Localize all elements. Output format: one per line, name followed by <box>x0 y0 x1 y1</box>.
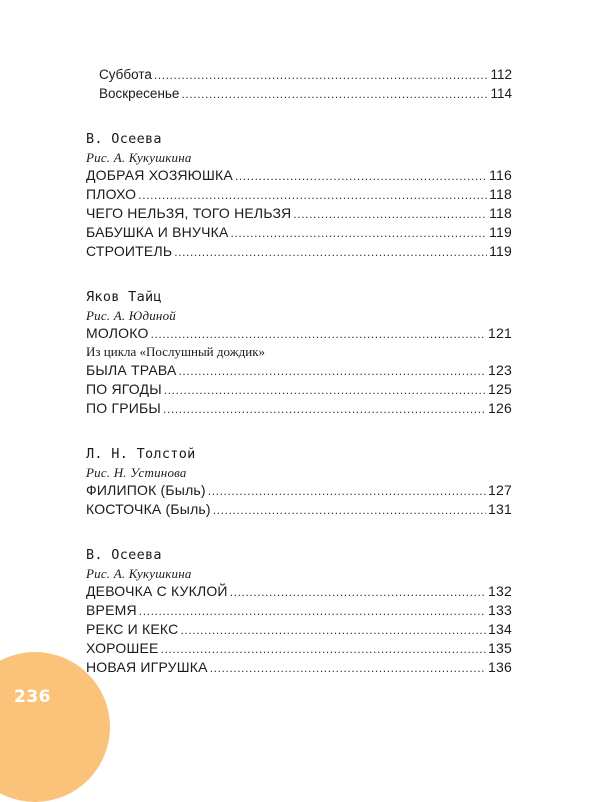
toc-entry-page: 133 <box>488 602 512 618</box>
toc-entry-page: 127 <box>488 482 512 498</box>
toc-entry[interactable] <box>86 399 512 418</box>
toc-entry[interactable] <box>86 166 512 185</box>
toc-entry-title: ПЛОХО <box>86 186 137 202</box>
toc-entry-title: ПО ЯГОДЫ <box>86 381 162 397</box>
toc-entry-page: 118 <box>489 186 512 202</box>
leader-dots <box>230 583 486 602</box>
leader-dots <box>181 85 488 104</box>
toc-entry[interactable] <box>86 65 512 84</box>
toc-entry-page: 134 <box>488 621 512 637</box>
author-name: Яков Тайц <box>86 289 162 305</box>
toc-entry-title: ХОРОШЕЕ <box>86 640 159 656</box>
leader-dots <box>154 66 489 85</box>
toc-entry-title: ДОБРАЯ ХОЗЯЮШКА <box>86 167 233 183</box>
leader-dots <box>138 186 487 205</box>
leader-dots <box>179 362 487 381</box>
toc-entry-page: 119 <box>489 243 512 259</box>
toc-entry-page: 131 <box>488 501 512 517</box>
leader-dots <box>235 167 487 186</box>
toc-entry[interactable] <box>86 361 512 380</box>
section-gap <box>86 261 512 288</box>
toc-entry-title: ДЕВОЧКА С КУКЛОЙ <box>86 583 228 599</box>
leader-dots <box>293 205 487 224</box>
toc-entry[interactable] <box>86 185 512 204</box>
toc-entry-page: 136 <box>488 659 512 675</box>
toc-entry[interactable] <box>86 500 512 519</box>
toc-entry-title: ПО ГРИБЫ <box>86 400 162 416</box>
leader-dots <box>139 602 486 621</box>
toc-entry-title: Суббота <box>99 67 152 82</box>
author-name: В. Осеева <box>86 547 162 563</box>
author-name: Л. Н. Толстой <box>86 446 196 462</box>
leader-dots <box>231 224 488 243</box>
toc-entry[interactable] <box>86 380 512 399</box>
toc-entry[interactable] <box>86 223 512 242</box>
toc-entry[interactable] <box>86 84 512 103</box>
toc-entry-page: 132 <box>488 583 512 599</box>
toc-entry-title: ЧЕГО НЕЛЬЗЯ, ТОГО НЕЛЬЗЯ <box>86 205 292 221</box>
leader-dots <box>163 400 486 419</box>
author-name: В. Осеева <box>86 131 162 147</box>
cycle-note: Из цикла «Послушный дождик» <box>86 344 266 359</box>
toc-entry[interactable] <box>86 582 512 601</box>
toc-entry[interactable] <box>86 601 512 620</box>
toc-entry-title: ФИЛИПОК (Быль) <box>86 482 206 498</box>
toc-entry-title: НОВАЯ ИГРУШКА <box>86 659 208 675</box>
toc-entry[interactable] <box>86 481 512 500</box>
toc-entry-title: БАБУШКА И ВНУЧКА <box>86 224 229 240</box>
toc-entry-page: 126 <box>488 400 512 416</box>
toc-entry-page: 116 <box>489 167 512 183</box>
leader-dots <box>174 243 487 262</box>
leader-dots <box>213 501 486 520</box>
toc-entry-title: ВРЕМЯ <box>86 602 137 618</box>
toc-entry-title: МОЛОКО <box>86 325 149 341</box>
toc-entry-page: 114 <box>490 86 512 101</box>
toc-entry[interactable] <box>86 204 512 223</box>
leader-dots <box>180 621 486 640</box>
page-number: 236 <box>14 687 51 707</box>
toc-entry[interactable] <box>86 324 512 343</box>
table-of-contents <box>86 65 512 677</box>
toc-entry-page: 121 <box>488 325 512 341</box>
illustrator-credit: Рис. А. Кукушкина <box>86 566 192 581</box>
leader-dots <box>151 325 486 344</box>
leader-dots <box>164 381 486 400</box>
toc-entry-page: 118 <box>489 205 512 221</box>
toc-entry-title: Воскресенье <box>99 86 180 101</box>
toc-entry-page: 123 <box>488 362 512 378</box>
leader-dots <box>210 659 486 678</box>
toc-entry-page: 119 <box>489 224 512 240</box>
illustrator-credit: Рис. Н. Устинова <box>86 465 187 480</box>
illustrator-credit: Рис. А. Юдиной <box>86 308 176 323</box>
toc-entry-title: БЫЛА ТРАВА <box>86 362 177 378</box>
leader-dots <box>208 482 486 501</box>
section-gap <box>86 103 512 130</box>
toc-entry-page: 112 <box>490 67 512 82</box>
toc-entry[interactable] <box>86 639 512 658</box>
section-gap <box>86 418 512 445</box>
toc-entry-page: 135 <box>488 640 512 656</box>
illustrator-credit: Рис. А. Кукушкина <box>86 150 192 165</box>
section-gap <box>86 519 512 546</box>
toc-entry-page: 125 <box>488 381 512 397</box>
toc-entry[interactable] <box>86 242 512 261</box>
toc-entry[interactable] <box>86 658 512 677</box>
leader-dots <box>161 640 486 659</box>
toc-entry-title: КОСТОЧКА (Быль) <box>86 501 211 517</box>
toc-entry-title: СТРОИТЕЛЬ <box>86 243 173 259</box>
toc-entry[interactable] <box>86 620 512 639</box>
toc-entry-title: РЕКС И КЕКС <box>86 621 179 637</box>
